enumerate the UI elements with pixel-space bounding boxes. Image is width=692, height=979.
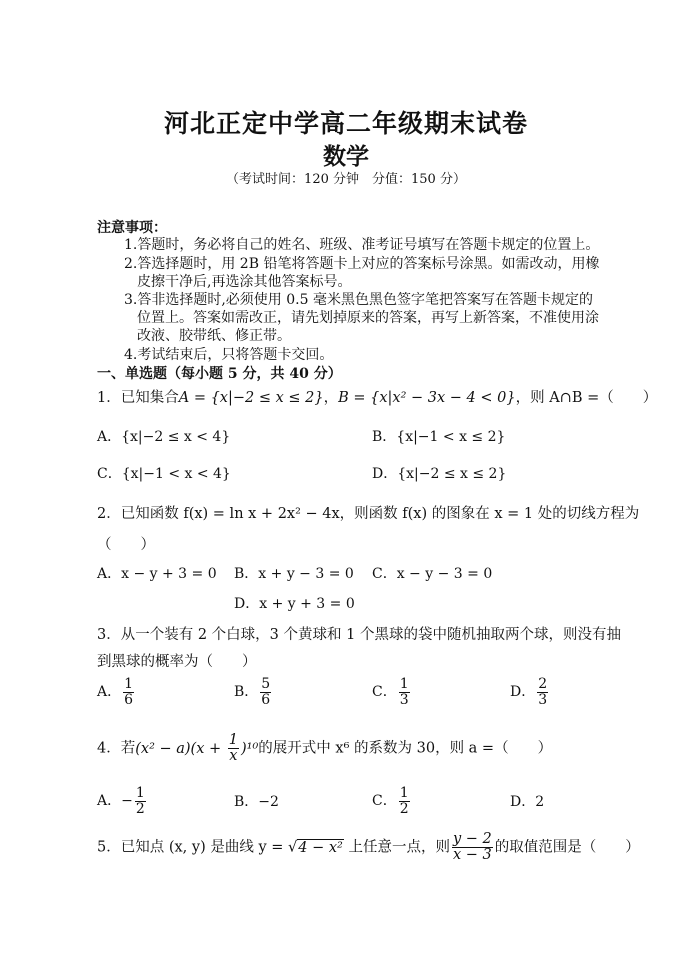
exam-subject: 数学 [323,143,369,170]
q2-option-c[interactable]: C．x − y − 3 = 0 [372,566,493,582]
notice-line-3c: 改液、胶带纸、修正带。 [137,328,291,344]
q2-option-b[interactable]: B．x + y − 3 = 0 [234,566,354,582]
notice-line-2: 2.答选择题时，用 2B 铅笔将答题卡上对应的答案标号涂黑。如需改动，用橡 [124,256,600,272]
q1-set-b: B = {x|x² − 3x − 4 < 0} [338,390,516,406]
q2-bracket: （ ） [97,537,155,553]
q1-lead: 1．已知集合 [97,390,179,406]
sqrt-sign: √ [288,839,298,856]
question-1-stem: 1．已知集合A = {x|−2 ≤ x ≤ 2}，B = {x|x² − 3x − 4 < 0}，则 A∩B =（ ） [97,390,658,406]
q4-option-c-fraction: $\frac{1}{2}$ [399,785,409,817]
q5-fraction: $\frac{y - 2}{x - 3}$ [452,831,492,864]
question-4-stem: 4．若(x² − a)(x + $\frac{1}{x}$ )¹⁰的展开式中 x⁶ 的系数为 30，则 a =（ ） [97,732,553,765]
notice-line-2b: 皮擦干净后,再选涂其他答案标号。 [137,274,352,290]
q5-sqrt-radicand: 4 − x² [298,839,343,856]
notice-line-3: 3.答非选择题时,必须使用 0.5 毫米黑色黑色签字笔把答案写在答题卡规定的 [124,292,593,308]
q1-set-a: A = {x|−2 ≤ x ≤ 2} [178,390,324,406]
question-3-line-1: 3．从一个装有 2 个白球，3 个黄球和 1 个黑球的袋中随机抽取两个球，则没有抽 [97,627,621,643]
q4-mid: 的展开式中 x⁶ 的系数为 30，则 a =（ ） [258,740,553,757]
notice-heading: 注意事项： [97,220,167,236]
q2-option-d[interactable]: D．x + y + 3 = 0 [234,596,355,612]
q1-option-c[interactable]: C．{x|−1 < x < 4} [97,466,231,482]
q4-expression-fraction: $\frac{1}{x}$ [228,732,238,765]
exam-meta: （考试时间：120 分钟 分值：150 分） [226,172,466,187]
q1-tail: 则 A∩B =（ ） [530,390,658,406]
exam-title: 河北正定中学高二年级期末试卷 [163,109,528,138]
q4-option-a[interactable]: A．− $\frac{1}{2}$ [97,785,145,817]
question-3-line-2: 到黑球的概率为（ ） [97,654,257,670]
q3-option-a-fraction: $\frac{1}{6}$ [124,676,134,708]
q3-option-d[interactable]: D． $\frac{2}{3}$ [510,676,548,708]
q4-option-d[interactable]: D．2 [510,794,545,810]
q4-expression: (x² − a)(x + $\frac{1}{x}$ )¹⁰ [135,732,259,765]
q3-option-a[interactable]: A． $\frac{1}{6}$ [97,676,134,708]
section-heading: 一、单选题（每小题 5 分，共 40 分） [97,366,342,382]
q4-option-a-fraction: $\frac{1}{2}$ [135,785,145,817]
q2-option-a[interactable]: A．x − y + 3 = 0 [97,566,217,582]
q3-option-b-fraction: $\frac{5}{6}$ [261,676,271,708]
question-5-stem: 5．已知点 (x, y) 是曲线 y = √4 − x² 上任意一点，则 $\frac{y - 2}{x - 3}$ 的取值范围是（ ） [97,831,640,864]
notice-line-3b: 位置上。答案如需改正，请先划掉原来的答案，再写上新答案，不准使用涂 [137,310,599,326]
q3-option-b[interactable]: B． $\frac{5}{6}$ [234,676,271,708]
q4-option-c[interactable]: C． $\frac{1}{2}$ [372,785,409,817]
q3-option-d-fraction: $\frac{2}{3}$ [538,676,548,708]
q1-option-d[interactable]: D．{x|−2 ≤ x ≤ 2} [372,466,507,482]
q4-option-b[interactable]: B．−2 [234,794,279,810]
q3-option-c-fraction: $\frac{1}{3}$ [399,676,409,708]
q1-option-b[interactable]: B．{x|−1 < x ≤ 2} [372,429,506,445]
notice-line-1: 1.答题时，务必将自己的姓名、班级、准考证号填写在答题卡规定的位置上。 [124,237,600,253]
q3-option-c[interactable]: C． $\frac{1}{3}$ [372,676,409,708]
notice-line-4: 4.考试结束后，只将答题卡交回。 [124,347,334,363]
q1-option-a[interactable]: A．{x|−2 ≤ x < 4} [97,429,231,445]
question-2-stem: 2．已知函数 f(x) = ln x + 2x² − 4x，则函数 f(x) 的图象在 x = 1 处的切线方程为 [97,506,640,522]
